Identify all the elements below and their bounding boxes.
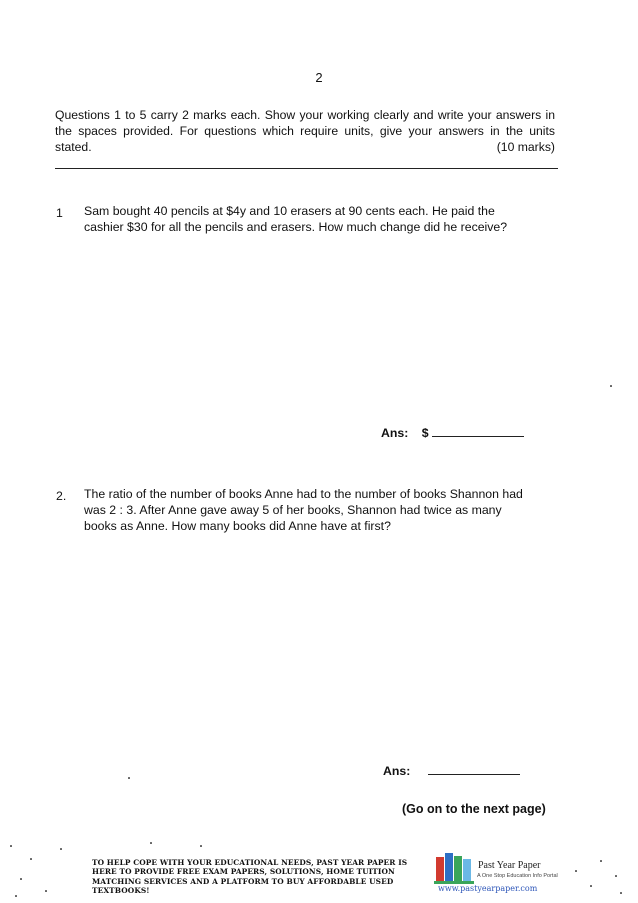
question-1-answer — [381, 424, 524, 440]
page-number: 2 — [315, 70, 323, 85]
answer-blank — [428, 762, 520, 775]
logo-title: Past Year Paper — [478, 860, 541, 871]
books-logo-icon — [434, 851, 476, 885]
answer-currency: $ — [421, 426, 429, 440]
question-2-text: The ratio of the number of books Anne had to the number of books Shannon had was 2 : 3. After Anne gave away 5 of her books, Shannon had twice as many books as Anne. How many books did Anne have at first? — [84, 487, 523, 533]
instructions — [55, 107, 555, 155]
book-lightblue-icon — [463, 859, 471, 881]
total-marks: (10 marks) — [496, 140, 555, 154]
answer-label: Ans: — [381, 426, 409, 440]
answer-blank — [432, 424, 524, 437]
book-red-icon — [436, 857, 444, 881]
book-blue-icon — [445, 853, 453, 881]
book-green-icon — [454, 856, 462, 881]
instructions-text: Questions 1 to 5 carry 2 marks each. Show your working clearly and write your answers in the spaces provided. For questions which require units, give your answers in the units stated. — [55, 108, 555, 154]
question-1-number: 1 — [56, 206, 63, 220]
question-2-answer — [383, 762, 520, 778]
section-divider — [55, 168, 558, 169]
footer-promo-text: TO HELP COPE WITH YOUR EDUCATIONAL NEEDS, PAST YEAR PAPER IS HERE TO PROVIDE FREE EXAM PAPERS, SOLUTIONS, HOME TUITION MATCHING SERVICES AND A PLATFORM TO BUY AFFORDABLE USED TEXTBOOKS! — [92, 858, 408, 896]
answer-label: Ans: — [383, 764, 411, 778]
go-on-notice: (Go on to the next page) — [402, 802, 546, 816]
question-1-text: Sam bought 40 pencils at $4y and 10 erasers at 90 cents each. He paid the cashier $30 for all the pencils and erasers. How much change did he receive? — [84, 204, 508, 234]
logo-tagline: A One Stop Education Info Portal — [477, 873, 558, 879]
question-2-number: 2. — [56, 489, 67, 503]
footer-url-link[interactable]: www.pastyearpaper.com — [438, 884, 538, 893]
